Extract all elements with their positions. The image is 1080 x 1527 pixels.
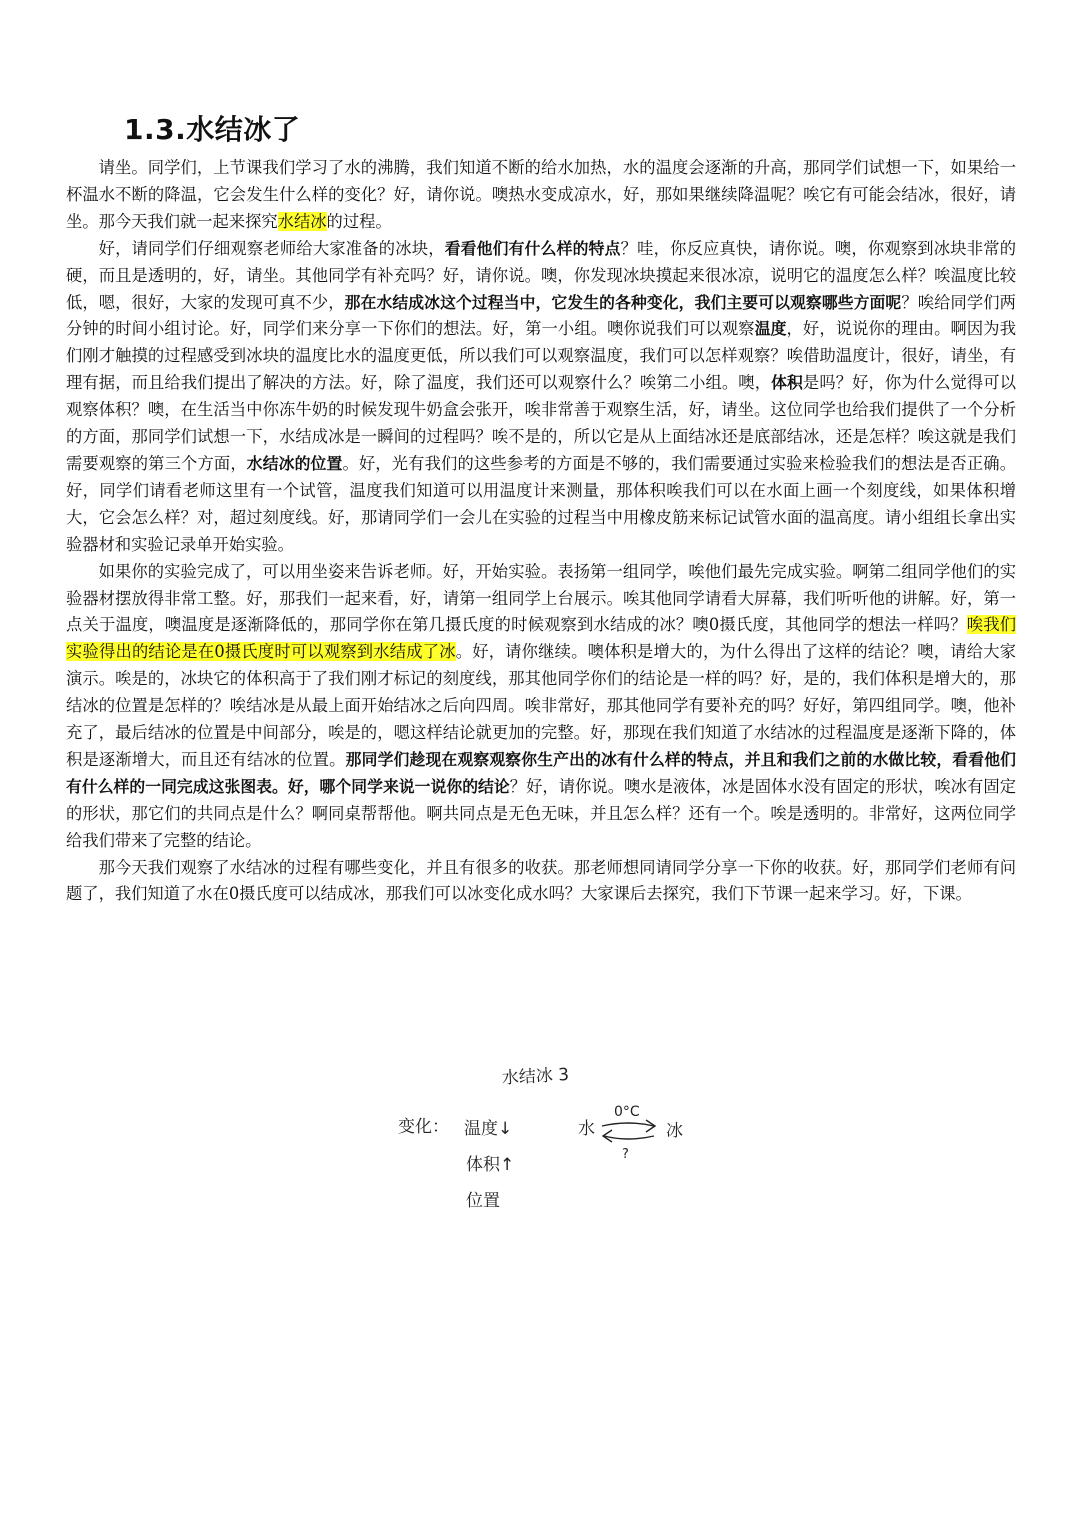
sketch-water: 水 bbox=[578, 1119, 595, 1139]
bold-text: 水结冰的位置 bbox=[246, 453, 343, 473]
sketch-change-label: 变化： bbox=[398, 1117, 449, 1137]
text-run: 好，请同学们仔细观察老师给大家准备的冰块， bbox=[98, 238, 445, 258]
paragraph bbox=[66, 155, 1016, 236]
sketch-forward-arrow bbox=[602, 1120, 655, 1132]
text-run: ？哇，你反应真快，请你说。噢，你观察到冰块非常的硬，而且是透明的，好，请坐。其他同学有补充吗？好，请你说。噢，你发现冰块摸起来很冰凉，说明它的温度怎么样？唉温度比较低，嗯，很好，大家的发现可真不少， bbox=[66, 238, 1016, 312]
transcript-body bbox=[66, 155, 1016, 908]
sketch-heading: 水结冰 3 bbox=[501, 1064, 570, 1089]
bold-text: 那同学们趁现在观察观察你生产出的冰有什么样的特点，并且和我们之前的水做比较，看看他们有什么样的一同完成这张图表。好，哪个同学来说一说你的结论 bbox=[66, 749, 1016, 796]
text-run: ，好，说说你的理由。啊因为我们刚才触摸的过程感受到冰块的温度比水的温度更低，所以我们可以观察温度，我们可以怎样观察？唉借助温度计，很好，请坐，有理有据，而且给我们提出了解决的方法。好，除了温度，我们还可以观察什么？唉第二小组。噢， bbox=[66, 319, 1016, 393]
bold-text: 体积 bbox=[771, 373, 803, 393]
text-run: 是吗？好，你为什么觉得可以观察体积？噢，在生活当中你冻牛奶的时候发现牛奶盒会张开，唉非常善于观察生活，好，请坐。这位同学也给我们提供了一个分析的方面，那同学们试想一下，水结成冰是一瞬间的过程吗？唉不是的，所以它是从上面结冰还是底部结冰，还是怎样？唉这就是我们需要观察的第三个方面， bbox=[66, 373, 1016, 473]
text-run: ？好，请你说。噢水是液体，冰是固体水没有固定的形状，唉冰有固定的形状，那它们的共同点是什么？啊同桌帮帮他。啊共同点是无色无味，并且怎么样？还有一个。唉是透明的。非常好，这两位同学给我们带来了完整的结论。 bbox=[66, 776, 1016, 850]
handwritten-sketch bbox=[370, 1060, 710, 1220]
text-run: 的过程。 bbox=[326, 211, 392, 231]
text-run: 。好，请你继续。噢体积是增大的，为什么得出了这样的结论？噢，请给大家演示。唉是的，冰块它的体积高于了我们刚才标记的刻度线，那其他同学你们的结论是一样的吗？好，是的，我们体积是增大的，那结冰的位置是怎样的？唉结冰是从最上面开始结冰之后向四周。唉非常好，那其他同学有要补充的吗？好好，第四组同学。噢，他补充了，最后结冰的位置是中间部分，唉是的，嗯这样结论就更加的完整。好，那现在我们知道了水结冰的过程温度是逐渐下降的，体积是逐渐增大，而且还有结冰的位置。 bbox=[66, 642, 1016, 769]
bold-text: 看看他们有什么样的特点 bbox=[444, 238, 621, 258]
bold-text: 那在水结成冰这个过程当中，它发生的各种变化，我们主要可以观察哪些方面呢 bbox=[344, 292, 902, 312]
paragraph bbox=[66, 236, 1016, 559]
text-run: 请坐。同学们，上节课我们学习了水的沸腾，我们知道不断的给水加热，水的温度会逐渐的升高，那同学们试想一下，如果给一杯温水不断的降温，它会发生什么样的变化？好，请你说。噢热水变成凉水，好，那如果继续降温呢？唉它有可能会结冰，很好，请坐。那今天我们就一起来探究 bbox=[66, 158, 1016, 231]
text-run: 如果你的实验完成了，可以用坐姿来告诉老师。好，开始实验。表扬第一组同学，唉他们最先完成实验。啊第二组同学他们的实验器材摆放得非常工整。好，那我们一起来看，好，请第一组同学上台展示。唉其他同学请看大屏幕，我们听听他的讲解。好，第一点关于温度，噢温度是逐渐降低的，那同学你在第几摄氏度的时候观察到水结成的冰？噢0摄氏度，其他同学的想法一样吗？ bbox=[66, 561, 1016, 635]
highlighted-text: 唉我们实验得出的结论是在0摄氏度时可以观察到水结成了冰 bbox=[66, 615, 1016, 662]
paragraph bbox=[66, 559, 1016, 855]
sketch-item-temperature: 温度↓ bbox=[464, 1119, 513, 1139]
sketch-ice: 冰 bbox=[666, 1121, 683, 1141]
paragraph bbox=[66, 855, 1016, 909]
text-run: 。好，光有我们的这些参考的方面是不够的，我们需要通过实验来检验我们的想法是否正确。好，同学们请看老师这里有一个试管，温度我们知道可以用温度计来测量，那体积唉我们可以在水面上画一个刻度线，如果体积增大，它会怎么样？对，超过刻度线。好，那请同学们一会儿在实验的过程当中用橡皮筋来标记试管水面的温高度。请小组组长拿出实验器材和实验记录单开始实验。 bbox=[66, 453, 1016, 554]
highlighted-text: 水结冰 bbox=[277, 211, 327, 231]
sketch-item-position: 位置 bbox=[466, 1191, 500, 1211]
section-title: 1.3.水结冰了 bbox=[124, 113, 301, 146]
text-run: 那今天我们观察了水结冰的过程有哪些变化，并且有很多的收获。那老师想同请同学分享一下你的收获。好，那同学们老师有问题了，我们知道了水在0摄氏度可以结成冰，那我们可以冰变化成水吗？大家课后去探究，我们下节课一起来学习。好，下课。 bbox=[66, 857, 1016, 904]
text-run: ？唉给同学们两分钟的时间小组讨论。好，同学们来分享一下你们的想法。好，第一小组。噢你说我们可以观察 bbox=[66, 292, 1016, 339]
sketch-over-arrow: 0°C bbox=[614, 1104, 640, 1120]
sketch-under-arrow: ? bbox=[622, 1147, 629, 1162]
bold-text: 温度 bbox=[754, 319, 787, 339]
sketch-item-volume: 体积↑ bbox=[466, 1155, 515, 1175]
